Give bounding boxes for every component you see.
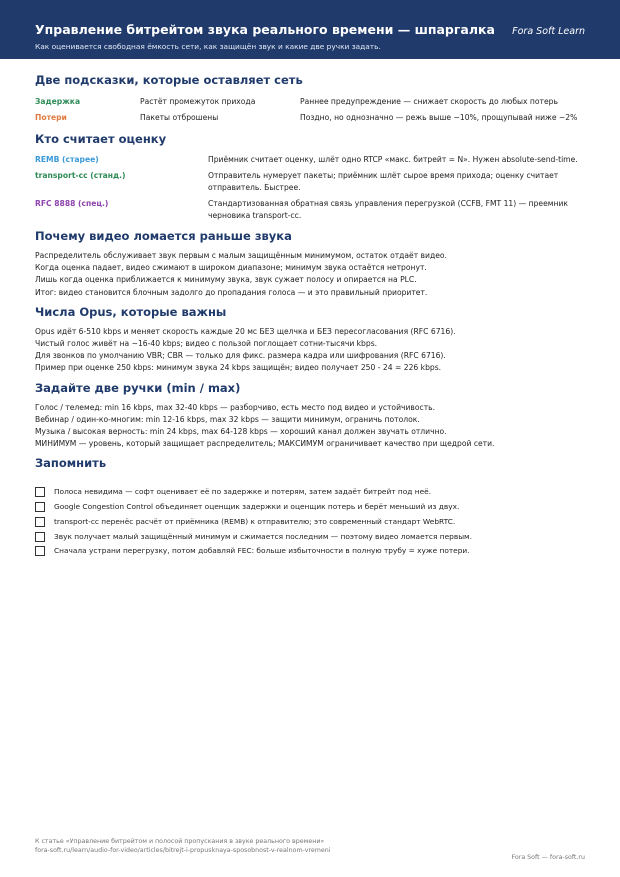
opus-line: Чистый голос живёт на ~16-40 kbps; видео с пользой поглощает сотни-тысячи kbps. <box>35 339 378 349</box>
estimator-row-transport-cc <box>35 170 585 194</box>
estimator-desc: Отправитель нумерует пакеты; приёмник шлёт сырое время прихода; оценку считает отправитель. Быстрее. <box>208 171 559 192</box>
opus-section <box>35 304 585 375</box>
video-line: Когда оценка падает, видео сжимают в широком диапазоне; минимум звука остаётся нетронут. <box>35 263 427 273</box>
signal-name: Задержка <box>35 97 81 106</box>
content <box>35 72 585 561</box>
remember-heading: Запомнить <box>35 456 107 471</box>
opus-line: Для звонков по умолчанию VBR; CBR — только для фикс. размера кадра или шифрования (RFC 6716). <box>35 351 446 361</box>
video-line: Лишь когда оценка приближается к минимуму звука, звук сужает полосу и опирается на PLC. <box>35 275 417 285</box>
page-subtitle: Как оценивается свободная ёмкость сети, как защищён звук и какие две ручки задать. <box>35 42 381 51</box>
header-banner <box>0 0 620 59</box>
estimator-name: REMB (старее) <box>35 155 99 164</box>
remember-item-text: Google Congestion Control объединяет оценщик задержки и оценщик потерь и берёт меньший из двух. <box>54 502 460 512</box>
checkbox[interactable] <box>35 487 45 497</box>
estimator-desc: Стандартизованная обратная связь управления перегрузкой (CCFB, FMT 11) — преемник черновика transport-cc. <box>208 199 568 220</box>
signal-what: Растёт промежуток прихода <box>140 97 256 106</box>
footer-ref-line1: К статье «Управление битрейтом и полосой пропускания в звуке реального времени» <box>35 838 325 845</box>
signals-section <box>35 72 585 124</box>
signals-heading: Две подсказки, которые оставляет сеть <box>35 73 303 87</box>
signal-what: Пакеты отброшены <box>140 113 219 122</box>
opus-line: Opus идёт 6-510 kbps и меняет скорость каждые 20 мс БЕЗ щелчка и БЕЗ пересогласования (RFC 6716). <box>35 326 456 336</box>
signal-name: Потери <box>35 113 67 122</box>
footer-brand: Fora Soft — fora-soft.ru <box>511 854 585 861</box>
checkbox[interactable] <box>35 517 45 527</box>
video-section <box>35 228 585 299</box>
estimators-heading: Кто считает оценку <box>35 132 167 146</box>
remember-item <box>35 546 585 556</box>
checkbox[interactable] <box>35 546 45 556</box>
footer-ref-line2[interactable]: fora-soft.ru/learn/audio-for-video/articles/bitrejt-i-propusknaya-sposobnost-v-realnom-vremeni <box>35 847 331 854</box>
knobs-line: Вебинар / один-ко-многим: min 12-16 kbps, max 32 kbps — защити минимум, ограничь потолок. <box>35 414 420 424</box>
estimator-name: transport-cc (станд.) <box>35 171 126 180</box>
video-heading: Почему видео ломается раньше звука <box>35 229 292 243</box>
remember-item <box>35 487 585 497</box>
signal-row-loss <box>35 112 585 124</box>
brand-label: Fora Soft Learn <box>512 26 585 37</box>
estimator-row-remb <box>35 154 585 166</box>
opus-heading: Числа Opus, которые важны <box>35 304 227 319</box>
knobs-heading: Задайте две ручки (min / max) <box>35 380 241 395</box>
remember-item <box>35 502 585 512</box>
opus-line: Пример при оценке 250 kbps: минимум звука 24 kbps защищён; видео получает 250 - 24 = 226 kbps. <box>35 363 442 373</box>
knobs-line: Голос / телемед: min 16 kbps, max 32-40 kbps — разборчиво, есть место под видео и устойчивость. <box>35 402 436 412</box>
checkbox[interactable] <box>35 502 45 512</box>
remember-item-text: Полоса невидима — софт оценивает её по задержке и потерям, затем задаёт битрейт под неё. <box>54 487 432 497</box>
checkbox[interactable] <box>35 532 45 542</box>
remember-item-text: transport-cc перенёс расчёт от приёмника (REMB) к отправителю; это современный стандарт WebRTC. <box>54 516 456 526</box>
page-title: Управление битрейтом звука реального времени — шпаргалка <box>35 22 495 37</box>
estimators-section <box>35 131 585 222</box>
estimator-name: RFC 8888 (спец.) <box>35 199 109 208</box>
knobs-line: МИНИМУМ — уровень, который защищает распределитель; МАКСИМУМ ограничивает качество при щедрой сети. <box>35 439 495 449</box>
knobs-line: Музыка / высокая верность: min 24 kbps, max 64-128 kbps — хороший канал должен звучать отлично. <box>35 427 447 437</box>
signal-note: Поздно, но однозначно — режь выше ~10%, прощупывай ниже ~2% <box>300 113 578 122</box>
video-line: Распределитель обслуживает звук первым с малым защищённым минимумом, остаток отдаёт видео. <box>35 251 447 260</box>
remember-section <box>35 455 585 556</box>
remember-item-text: Сначала устрани перегрузку, потом добавляй FEC: больше избыточности в полную трубу = хуже потери. <box>54 546 470 556</box>
estimator-row-rfc8888 <box>35 198 585 222</box>
video-line: Итог: видео становится блочным задолго до пропадания голоса — и это правильный приоритет. <box>35 287 428 297</box>
remember-item <box>35 532 585 542</box>
remember-item <box>35 517 585 527</box>
footer-reference <box>35 837 331 855</box>
signal-note: Раннее предупреждение — снижает скорость до любых потерь <box>300 97 558 106</box>
estimator-desc: Приёмник считает оценку, шлёт одно RTCP «макс. битрейт = N». Нужен absolute-send-time. <box>208 155 578 164</box>
knobs-section <box>35 380 585 451</box>
signal-row-delay <box>35 96 585 108</box>
remember-item-text: Звук получает малый защищённый минимум и сжимается последним — поэтому видео ломается первым. <box>54 531 472 541</box>
